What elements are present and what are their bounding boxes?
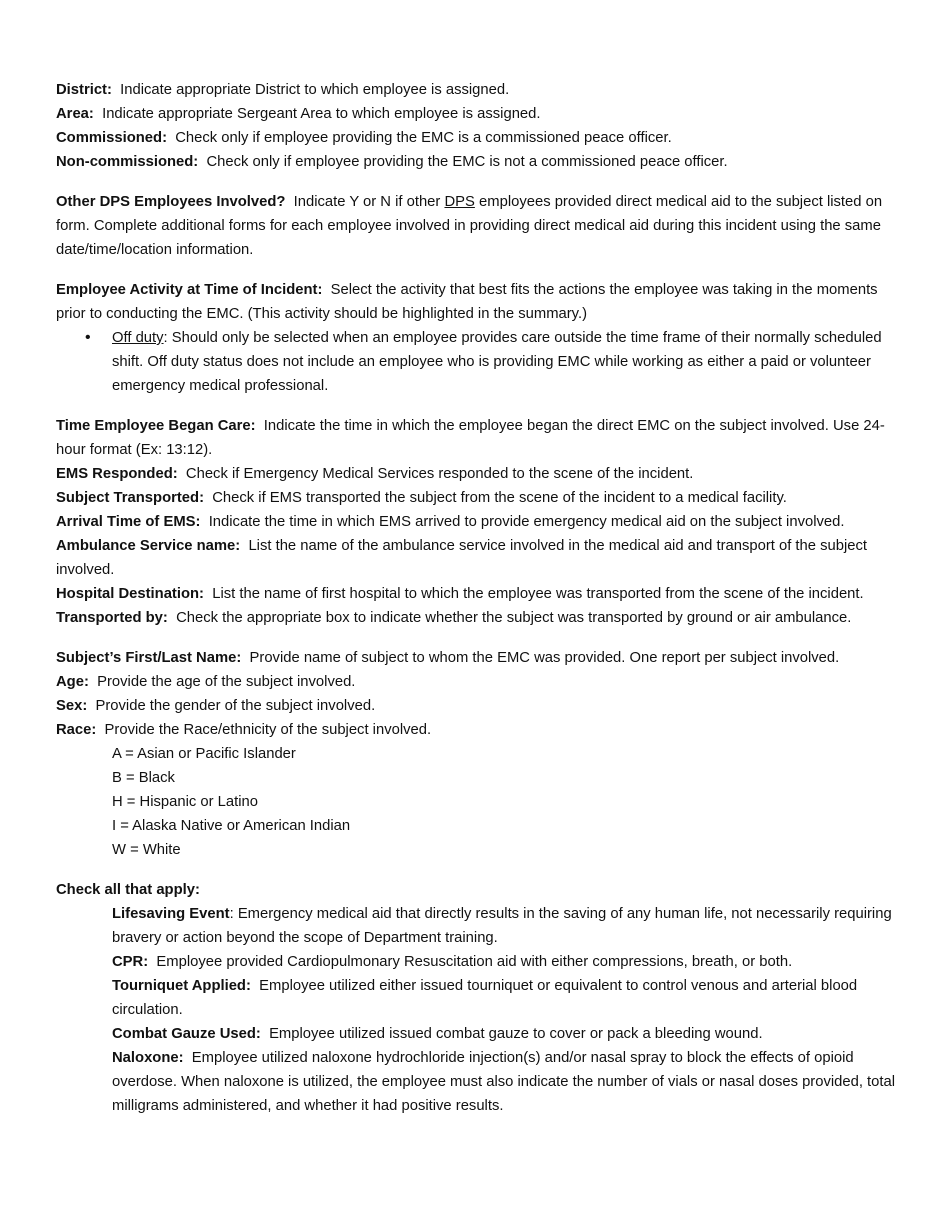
area-term: Area:: [56, 106, 94, 122]
activity-bullet-list: [56, 326, 906, 398]
race-desc: Provide the Race/ethnicity of the subject involved.: [104, 722, 432, 738]
subject-name-term: Subject’s First/Last Name:: [56, 650, 242, 666]
commissioned-desc: Check only if employee providing the EMC is a commissioned peace officer.: [175, 130, 672, 146]
commissioned-term: Commissioned:: [56, 130, 167, 146]
off-duty-term: Off duty: [112, 330, 164, 346]
transported-by-desc: Check the appropriate box to indicate whether the subject was transported by ground or air ambulance.: [176, 610, 852, 626]
age-desc: Provide the age of the subject involved.: [97, 674, 356, 690]
race-code-hispanic: H = Hispanic or Latino: [112, 794, 258, 810]
cpr-term: CPR:: [112, 954, 149, 970]
race-line: [56, 718, 906, 742]
other-dps-term: Other DPS Employees Involved?: [56, 194, 286, 210]
sex-line: [56, 694, 906, 718]
check-all-heading-text: Check all that apply:: [56, 882, 200, 898]
age-line: [56, 670, 906, 694]
other-dps-post: employees provided direct medical aid to the subject listed on form. Complete additional forms for each employee involved in providing direct medical aid during this incident using the same date/time/location information.: [56, 194, 883, 258]
ems-responded-term: EMS Responded:: [56, 466, 178, 482]
ems-arrival-term: Arrival Time of EMS:: [56, 514, 201, 530]
lifesaving-term: Lifesaving Event: [112, 906, 230, 922]
check-all-heading: [56, 878, 906, 902]
hospital-term: Hospital Destination:: [56, 586, 204, 602]
subject-name-line: [56, 646, 906, 670]
check-all-list: [56, 902, 906, 1118]
ems-arrival-line: [56, 510, 906, 534]
off-duty-desc: : Should only be selected when an employee provides care outside the time frame of their normally scheduled shift. Off duty status does not include an employee who is providing EMC while working as either a paid or volunteer emergency medical professional.: [112, 330, 882, 394]
subject-transported-desc: Check if EMS transported the subject from the scene of the incident to a medical facility.: [212, 490, 787, 506]
ambulance-desc: List the name of the ambulance service involved in the medical aid and transport of the subject involved.: [56, 538, 867, 578]
district-line: [56, 78, 906, 102]
ems-arrival-desc: Indicate the time in which EMS arrived to provide emergency medical aid on the subject involved.: [208, 514, 845, 530]
tourniquet-term: Tourniquet Applied:: [112, 978, 251, 994]
document-page: [56, 78, 906, 1118]
naloxone-line: [112, 1046, 906, 1118]
sex-term: Sex:: [56, 698, 88, 714]
tourniquet-line: [112, 974, 906, 1022]
off-duty-bullet: [112, 326, 906, 398]
cpr-desc: Employee provided Cardiopulmonary Resuscitation aid with either compressions, breath, or both.: [156, 954, 793, 970]
race-code-asian: A = Asian or Pacific Islander: [112, 746, 296, 762]
hospital-desc: List the name of first hospital to which the employee was transported from the scene of the incident.: [212, 586, 864, 602]
area-line: [56, 102, 906, 126]
subject-transported-term: Subject Transported:: [56, 490, 204, 506]
gauze-desc: Employee utilized issued combat gauze to cover or pack a bleeding wound.: [269, 1026, 763, 1042]
transported-by-term: Transported by:: [56, 610, 168, 626]
age-term: Age:: [56, 674, 89, 690]
ambulance-line: [56, 534, 906, 582]
commissioned-line: [56, 126, 906, 150]
sex-desc: Provide the gender of the subject involved.: [95, 698, 376, 714]
race-term: Race:: [56, 722, 97, 738]
race-code-white: W = White: [112, 842, 181, 858]
time-began-line: [56, 414, 906, 462]
activity-desc: Select the activity that best fits the actions the employee was taking in the moments prior to conducting the EMC. (This activity should be highlighted in the summary.): [56, 282, 878, 322]
lifesaving-desc: : Emergency medical aid that directly results in the saving of any human life, not necessarily requiring bravery or action beyond the scope of Department training.: [112, 906, 892, 946]
noncommissioned-term: Non-commissioned:: [56, 154, 199, 170]
gauze-line: [112, 1022, 906, 1046]
gauze-term: Combat Gauze Used:: [112, 1026, 261, 1042]
time-began-desc: Indicate the time in which the employee began the direct EMC on the subject involved. Use 24-hour format (Ex: 13:12).: [56, 418, 885, 458]
other-dps-pre: Indicate Y or N if other: [293, 194, 441, 210]
noncommissioned-desc: Check only if employee providing the EMC is not a commissioned peace officer.: [206, 154, 728, 170]
noncommissioned-line: [56, 150, 906, 174]
activity-term: Employee Activity at Time of Incident:: [56, 282, 323, 298]
naloxone-term: Naloxone:: [112, 1050, 184, 1066]
ambulance-term: Ambulance Service name:: [56, 538, 241, 554]
tourniquet-desc: Employee utilized either issued tourniquet or equivalent to control venous and arterial blood circulation.: [112, 978, 858, 1018]
district-desc: Indicate appropriate District to which employee is assigned.: [120, 82, 510, 98]
ems-responded-line: [56, 462, 906, 486]
subject-name-desc: Provide name of subject to whom the EMC was provided. One report per subject involved.: [249, 650, 840, 666]
other-dps-underline: DPS: [444, 194, 475, 210]
transported-by-line: [56, 606, 906, 630]
naloxone-desc: Employee utilized naloxone hydrochloride injection(s) and/or nasal spray to block the effects of opioid overdose. When naloxone is utilized, the employee must also indicate the number of vials or nasal doses provided, total milligrams administered, and whether it had positive results.: [112, 1050, 896, 1114]
subject-transported-line: [56, 486, 906, 510]
time-began-term: Time Employee Began Care:: [56, 418, 256, 434]
hospital-line: [56, 582, 906, 606]
cpr-line: [112, 950, 906, 974]
other-dps-paragraph: [56, 190, 906, 262]
activity-paragraph: [56, 278, 906, 326]
race-code-native: I = Alaska Native or American Indian: [112, 818, 351, 834]
race-code-black: B = Black: [112, 770, 175, 786]
race-code-list: [56, 742, 906, 862]
lifesaving-line: [112, 902, 906, 950]
area-desc: Indicate appropriate Sergeant Area to which employee is assigned.: [102, 106, 541, 122]
district-term: District:: [56, 82, 112, 98]
ems-responded-desc: Check if Emergency Medical Services responded to the scene of the incident.: [185, 466, 694, 482]
